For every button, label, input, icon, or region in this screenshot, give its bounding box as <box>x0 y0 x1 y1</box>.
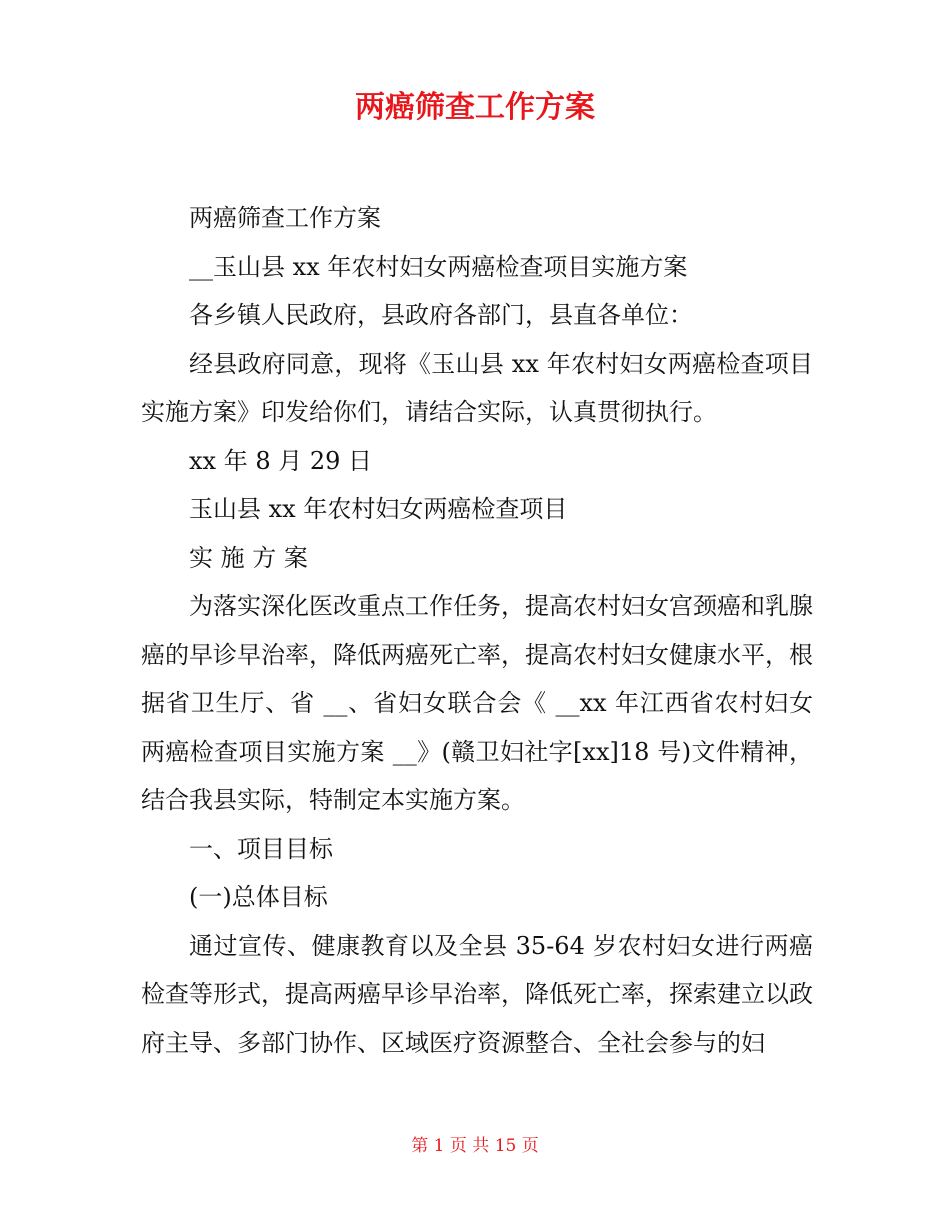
paragraph-addressee: 各乡镇人民政府，县政府各部门，县直各单位： <box>189 301 693 329</box>
paragraph-heading-repeat: 两癌筛查工作方案 <box>189 204 381 232</box>
paragraph-section-one: 一、项目目标 <box>189 834 333 863</box>
document-body <box>141 194 813 1067</box>
page-footer: 第 1 页 共 15 页 <box>411 1136 539 1156</box>
paragraph-plan-heading: 实 施 方 案 <box>189 543 308 572</box>
document-title: 两癌筛查工作方案 <box>355 90 595 125</box>
paragraph-overall-goal: 通过宣传、健康教育以及全县 35-64 岁农村妇女进行两癌检查等形式，提高两癌早诊早治率，降低死亡率，探索建立以政府主导、多部门协作、区域医疗资源整合、全社会参与的妇 <box>141 931 813 1057</box>
paragraph-purpose: 为落实深化医改重点工作任务，提高农村妇女宫颈癌和乳腺癌的早诊早治率，降低两癌死亡率，提高农村妇女健康水平，根据省卫生厅、省 __、省妇女联合会《 __xx 年江西省农村妇女两癌检查项目实施方案 __》(赣卫妇社字[xx]18 号)文件精神，结合我县实际，特制定本实施方案。 <box>141 592 813 814</box>
paragraph-subsection-one: (一)总体目标 <box>189 883 328 911</box>
paragraph-subtitle: __玉山县 xx 年农村妇女两癌检查项目实施方案 <box>189 252 688 281</box>
paragraph-notice: 经县政府同意，现将《玉山县 xx 年农村妇女两癌检查项目实施方案》印发给你们，请结合实际，认真贯彻执行。 <box>141 349 813 426</box>
paragraph-program-name: 玉山县 xx 年农村妇女两癌检查项目 <box>189 495 568 523</box>
paragraph-date: xx 年 8 月 29 日 <box>189 446 373 475</box>
